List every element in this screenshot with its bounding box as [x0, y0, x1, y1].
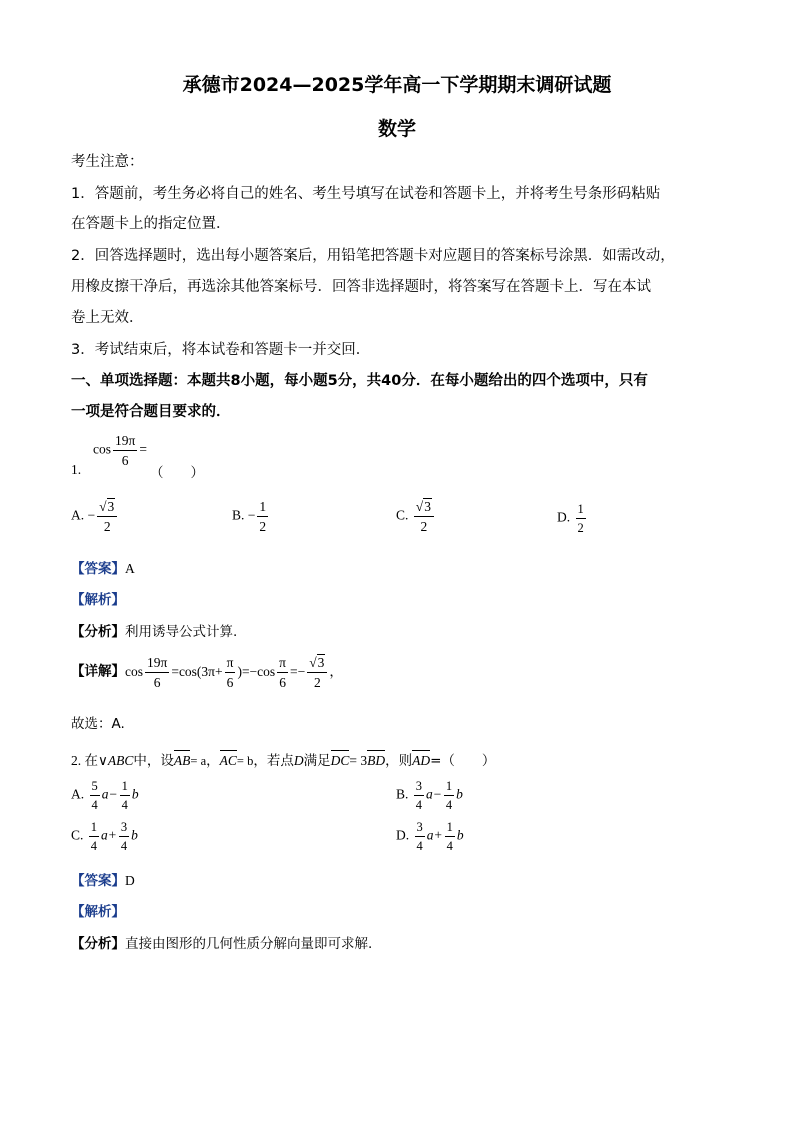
q2-stem-c: ，若点 — [253, 753, 294, 769]
q2-answer-tag: 【答案】 — [71, 873, 125, 889]
q2-vector-ad: AD — [412, 753, 431, 768]
notice-line-2: 在答题卡上的指定位置． — [71, 216, 231, 232]
q2-d-tail: b — [456, 827, 464, 843]
detail-d4: 2 — [313, 674, 321, 690]
notice-line-6: 3．考试结束后，将本试卷和答题卡一并交回． — [71, 342, 371, 358]
q2-b-n2: 1 — [444, 780, 454, 796]
notice-line-3: 2．回答选择题时，选出每小题答案后，用铅笔把答题卡对应题目的答案标号涂黑．如需改动， — [71, 248, 675, 264]
q2-option-a-label: A. — [71, 786, 85, 802]
q2-fenxi-tag: 【分析】 — [71, 936, 125, 952]
option-b-den: 2 — [259, 518, 267, 534]
q2-c-tail: b — [131, 827, 138, 843]
q1-detail — [71, 656, 343, 689]
q2-b-op: a− — [426, 786, 442, 802]
q2-analysis-tag: 【解析】 — [71, 904, 125, 920]
q2-option-d-label: D. — [396, 827, 410, 843]
analysis-tag: 【解析】 — [71, 592, 125, 608]
q2-eq-a: = a — [190, 754, 207, 768]
detail-n2: π — [225, 656, 236, 673]
detail-tag: 【详解】 — [71, 663, 125, 680]
q2-answer — [71, 869, 135, 889]
q1-option-a — [71, 500, 119, 533]
q2-b-n1: 3 — [414, 780, 424, 796]
detail-d1: 6 — [153, 674, 161, 690]
q2-option-c — [71, 821, 138, 852]
q2-a-op: a− — [101, 786, 118, 802]
option-b-fraction — [257, 500, 268, 533]
notice-line-4: 用橡皮擦干净后，再选涂其他答案标号．回答非选择题时，将答案写在答题卡上．写在本试 — [71, 279, 651, 295]
detail-eq1: =cos(3π+ — [171, 663, 223, 679]
q2-d-n2: 1 — [445, 821, 455, 837]
answer-tag: 【答案】 — [71, 561, 125, 577]
q2-analysis — [71, 900, 125, 920]
q2-a-n2: 1 — [120, 780, 130, 796]
q2-d-d2: 4 — [446, 838, 453, 853]
q2-vector-bd: BD — [367, 753, 386, 768]
q2-b-tail: b — [456, 786, 463, 802]
detail-n3: π — [277, 656, 288, 673]
q2-number: 2. — [71, 753, 82, 768]
detail-d3: 6 — [279, 674, 286, 690]
q2-option-a — [71, 780, 139, 811]
q2-stem-b: 中，设 — [133, 753, 174, 769]
q1-number: 1. — [71, 462, 82, 477]
detail-n1: 19π — [145, 656, 169, 673]
option-d-den: 2 — [577, 520, 584, 535]
q1-fraction — [113, 434, 137, 467]
q2-option-b — [396, 780, 463, 811]
q2-vector-ac: AC — [219, 753, 237, 768]
q2-eq-c: = 3 — [349, 753, 368, 768]
q2-vector-ab: AB — [173, 753, 191, 768]
q2-c-d1: 4 — [90, 838, 98, 853]
q2-option-d — [396, 821, 464, 852]
section-heading-line-1: 一、单项选择题：本题共8小题，每小题5分，共40分．在每小题给出的四个选项中，只有 — [71, 373, 648, 389]
q2-a-tail: b — [131, 786, 139, 802]
detail-eq2: )=−cos — [237, 663, 276, 679]
q1-den: 6 — [121, 452, 129, 468]
option-d-fraction — [576, 503, 586, 534]
option-a-radicand: 3 — [107, 499, 115, 514]
q2-c-op: a+ — [101, 827, 117, 843]
q2-a-d2: 4 — [121, 797, 128, 812]
q2-stem: 2. 在∨ABC中，设AB= a，AC= b，若点D满足DC= 3BD，则AD=（ ） — [71, 753, 496, 769]
option-a-label: A. — [71, 507, 85, 523]
notice-line-1: 1．答题前，考生务必将自己的姓名、考生号填写在试卷和答题卡上，并将考生号条形码粘贴 — [71, 186, 661, 202]
option-a-den: 2 — [103, 518, 111, 534]
fenxi-text: 利用诱导公式计算. — [125, 624, 238, 640]
notice-line-5: 卷上无效． — [71, 310, 144, 326]
q1-stem-formula — [93, 434, 147, 467]
detail-eq3: =− — [290, 663, 306, 679]
q2-point-d: D — [293, 753, 304, 768]
option-c-den: 2 — [420, 518, 428, 534]
option-c-radicand: 3 — [424, 499, 431, 514]
q1-cos: cos — [93, 441, 111, 457]
q2-triangle: ∨ABC — [98, 753, 134, 768]
detail-radicand: 3 — [317, 655, 325, 670]
q2-answer-value: D — [125, 873, 135, 888]
q1-blank: （ ） — [150, 465, 204, 481]
q2-vector-dc: DC — [330, 753, 350, 768]
q2-stem-a: 在 — [84, 753, 98, 769]
option-c-fraction: $\frac{√3}{2}$ — [414, 500, 434, 533]
option-b-sign: − — [247, 507, 256, 523]
q2-fenxi — [71, 932, 372, 952]
option-a-fraction: $\frac{√3}{2}$ — [97, 500, 117, 533]
option-c-label: C. — [396, 507, 409, 523]
detail-formula: cos $\frac{19\pi}{6}$ =cos(3π+ $\frac{\pi}{6}$ )=−cos $\frac{\pi}{6}$ =− $\frac{√3}{2}$ ， — [125, 655, 343, 690]
q2-stem-f: =（ ） — [430, 753, 496, 769]
subject-title: 数学 — [377, 118, 416, 140]
q1-option-d — [557, 503, 588, 534]
option-b-label: B. — [232, 507, 245, 523]
q2-option-c-label: C. — [71, 827, 84, 843]
fenxi-tag: 【分析】 — [71, 624, 125, 640]
notice-heading: 考生注意： — [71, 154, 144, 170]
q1-choose: 故选：A. — [71, 716, 125, 732]
q2-c-n1: 1 — [89, 821, 99, 837]
q2-stem-d: 满足 — [303, 753, 331, 769]
q2-a-n1: 5 — [90, 780, 100, 796]
q2-b-d1: 4 — [415, 797, 423, 812]
option-d-num: 1 — [576, 503, 586, 519]
q1-analysis — [71, 588, 125, 608]
section-heading-line-2: 一项是符合题目要求的． — [71, 404, 231, 420]
q1-option-b — [232, 500, 270, 533]
q2-d-d1: 4 — [416, 838, 423, 853]
q2-c-d2: 4 — [120, 838, 128, 853]
q2-option-b-label: B. — [396, 786, 409, 802]
q1-answer — [71, 557, 135, 577]
q2-c-n2: 3 — [119, 821, 129, 837]
option-b-num: 1 — [257, 500, 268, 517]
detail-d2: 6 — [226, 674, 234, 690]
q1-eq: = — [139, 441, 147, 457]
q2-stem-e: ，则 — [385, 753, 413, 769]
detail-cos: cos — [125, 663, 143, 679]
exam-title: 承德市2024—2025学年高一下学期期末调研试题 — [182, 74, 612, 96]
q1-fenxi — [71, 620, 237, 640]
q2-a-d1: 4 — [91, 797, 98, 812]
detail-end: ， — [329, 663, 343, 679]
answer-value: A — [125, 561, 135, 576]
q2-b-d2: 4 — [445, 797, 453, 812]
q2-d-n1: 3 — [415, 821, 425, 837]
option-d-label: D. — [557, 509, 571, 525]
q2-fenxi-text: 直接由图形的几何性质分解向量即可求解. — [125, 936, 373, 952]
q1-option-c — [396, 500, 436, 533]
option-a-sign: − — [87, 507, 96, 523]
q2-d-op: a+ — [426, 827, 443, 843]
q1-num: 19π — [113, 434, 137, 451]
q2-eq-b: = b — [236, 754, 254, 768]
